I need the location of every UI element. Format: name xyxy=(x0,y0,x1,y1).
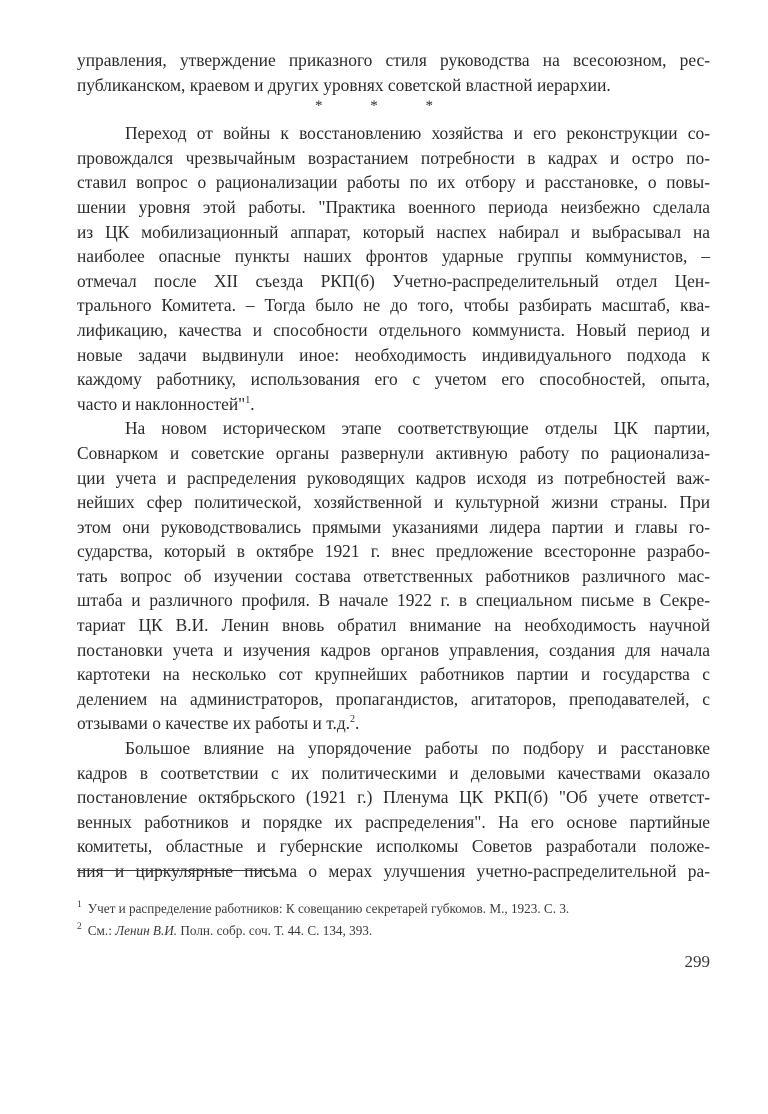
footnote-text: Полн. собр. соч. Т. 44. С. 134, 393. xyxy=(177,923,373,938)
section-separator: * * * xyxy=(315,98,435,115)
paragraph-first-line: На новом историческом этапе соответствующие отделы ЦК партии, xyxy=(125,418,710,439)
text-line: постановки учета и изучения кадров органов управления, создания для начала xyxy=(77,639,710,660)
text-line: постановление октябрьского (1921 г.) Пленума ЦК РКП(б) "Об учете ответст- xyxy=(77,787,710,808)
text-line: кадров в соответствии с их политическими и деловыми качествами оказало xyxy=(77,762,710,783)
text-line: тариат ЦК В.И. Ленин вновь обратил внимание на необходимость научной xyxy=(77,615,710,636)
paragraph-first-line: Большое влияние на упорядочение работы по подбору и расстановке xyxy=(125,738,710,759)
text-line: сударства, который в октябре 1921 г. внес предложение всесторонне разрабо- xyxy=(77,541,710,562)
text-line: штаба и различного профиля. В начале 1922 г. в специальном письме в Секре- xyxy=(77,590,710,611)
line-end: . xyxy=(250,393,255,414)
text-line: новые задачи выдвинули иное: необходимость индивидуального подхода к xyxy=(77,344,710,365)
text-line: этом они руководствовались прямыми указаниями лидера партии и главы го- xyxy=(77,516,710,537)
text-line: Совнарком и советские органы развернули активную работу по рационализа- xyxy=(77,442,710,463)
text-line: трального Комитета. – Тогда было не до того, чтобы разбирать масштаб, ква- xyxy=(77,295,710,316)
paragraph-first-line: Переход от войны к восстановлению хозяйства и его реконструкции со- xyxy=(125,123,710,144)
footnote-divider xyxy=(77,870,275,871)
text-line: из ЦК мобилизационный аппарат, который наспех набирал и выбрасывал на xyxy=(77,221,710,242)
text-line: отмечал после XII съезда РКП(б) Учетно-распределительный отдел Цен- xyxy=(77,270,710,291)
footnote-ref[interactable]: 2 xyxy=(350,714,356,726)
footnotes xyxy=(77,898,710,942)
text-line xyxy=(77,711,710,736)
text-line: провождался чрезвычайным возрастанием потребности в кадрах и остро по- xyxy=(77,147,710,168)
footnote-number: 1 xyxy=(77,900,82,910)
footnote-1 xyxy=(77,898,710,920)
text-line: ции учета и распределения руководящих кадров исходя из потребностей важ- xyxy=(77,467,710,488)
footnote-prefix: См.: xyxy=(87,923,116,938)
footnote-text: Учет и распределение работников: К совещанию секретарей губкомов. М., 1923. С. 3. xyxy=(87,901,570,916)
footnote-number: 2 xyxy=(77,922,82,932)
text-line: лификацию, качества и способности отдельного коммуниста. Новый период и xyxy=(77,319,710,340)
text-line: нейших сфер политической, хозяйственной и культурной жизни страны. При xyxy=(77,492,710,513)
page-number: 299 xyxy=(684,952,710,971)
text-line: управления, утверждение приказного стиля руководства на всесоюзном, рес- xyxy=(77,50,710,70)
text-line xyxy=(77,392,710,417)
text-line: каждому работнику, использования его с учетом его способностей, опыта, xyxy=(77,369,710,390)
footnote-2 xyxy=(77,920,710,942)
text-line: шении уровня этой работы. "Практика военного периода неизбежно сделала xyxy=(77,196,710,217)
footnote-author: Ленин В.И. xyxy=(115,923,178,938)
footnote-ref[interactable]: 1 xyxy=(245,394,251,406)
line-text: часто и наклонностей" xyxy=(77,393,246,414)
line-end: . xyxy=(355,713,360,734)
text-line: картотеки на несколько сот крупнейших работников партии и государства с xyxy=(77,664,710,685)
text-line: ния и циркулярные письма о мерах улучшения учетно-распределительной ра- xyxy=(77,861,710,881)
text-line: тать вопрос об изучении состава ответственных работников различного мас- xyxy=(77,565,710,586)
text-line: комитеты, областные и губернские исполкомы Советов разработали положе- xyxy=(77,836,710,857)
text-line: венных работников и порядке их распределения". На его основе партийные xyxy=(77,811,710,832)
page-body xyxy=(77,48,710,884)
text-line: наиболее опасные пункты наших фронтов ударные группы коммунистов, – xyxy=(77,246,710,267)
text-line: публиканском, краевом и других уровнях советской властной иерархии. xyxy=(77,74,611,95)
text-line: ставил вопрос о рационализации работы по их отбору и расстановке, о повы- xyxy=(77,172,710,193)
text-line: делением на администраторов, пропагандистов, агитаторов, преподавателей, с xyxy=(77,688,710,709)
line-text: отзывами о качестве их работы и т.д. xyxy=(77,713,351,734)
